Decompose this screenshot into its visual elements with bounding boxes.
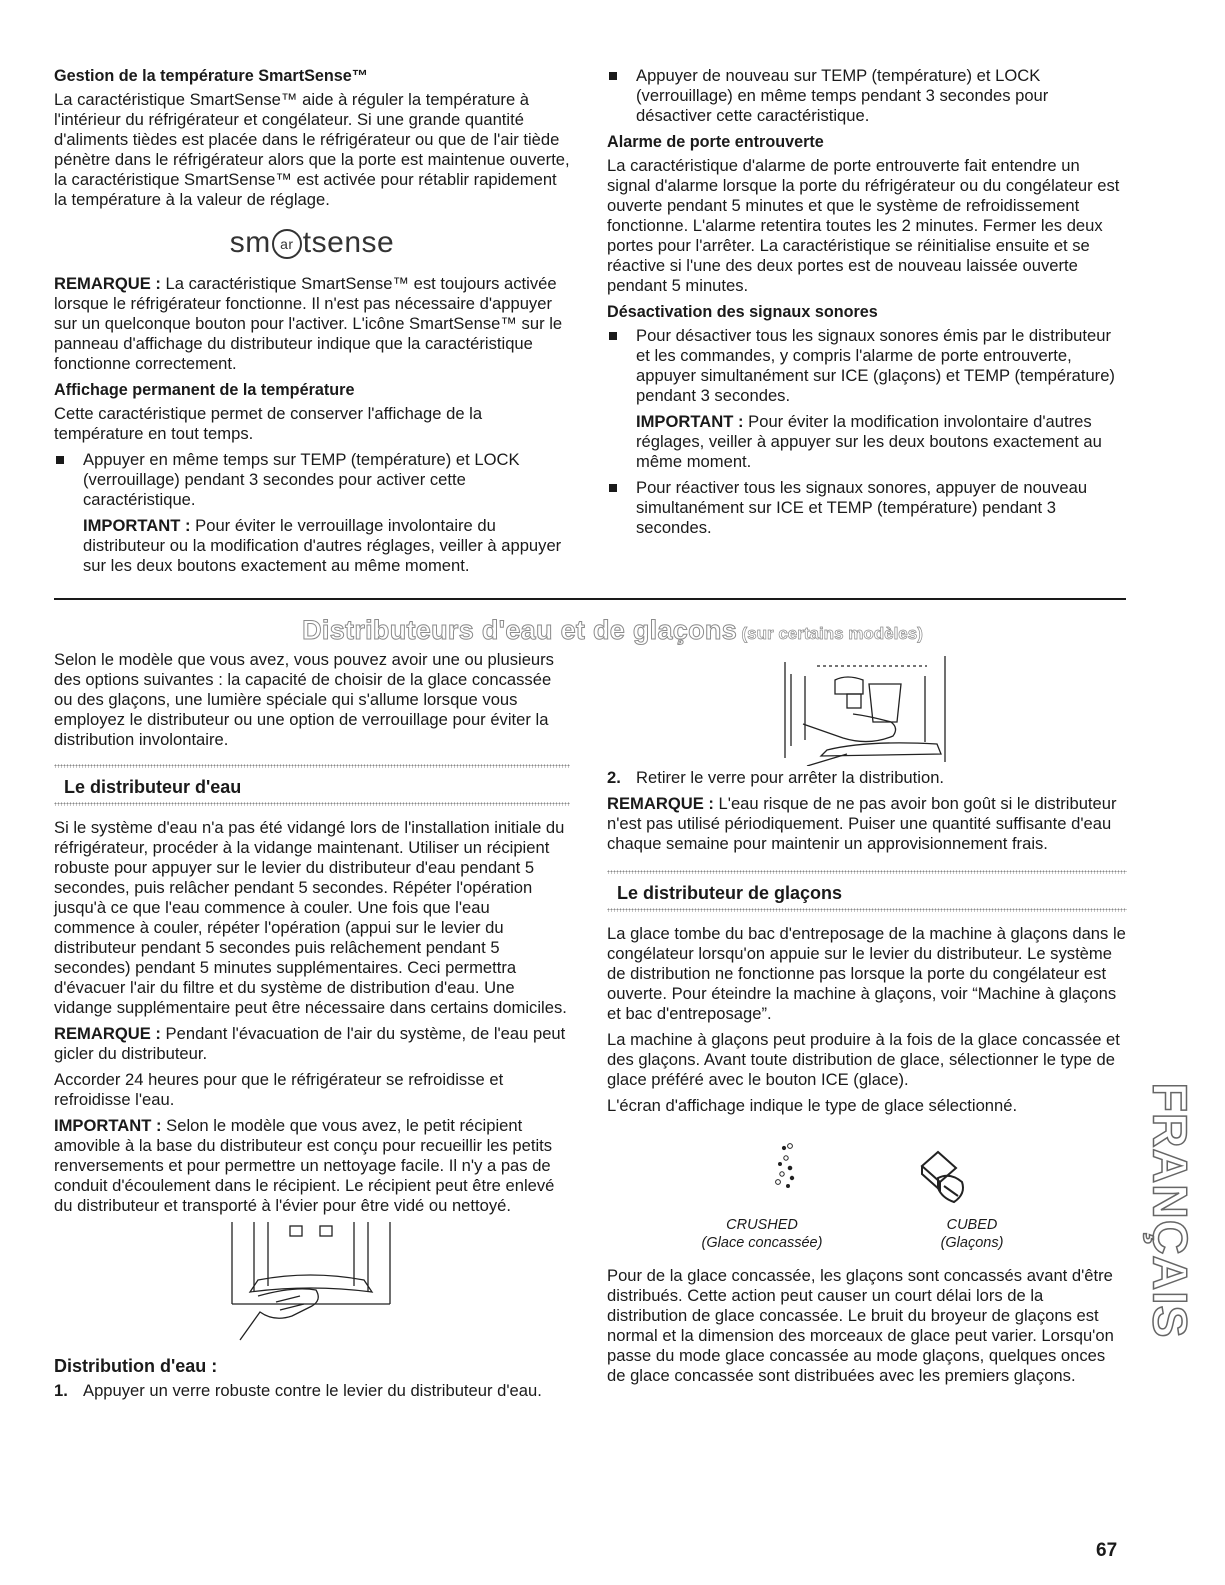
remarque-paragraph	[54, 274, 570, 374]
signaux-bullet-2: Pour réactiver tous les signaux sonores, appuyer de nouveau simultanément sur ICE et TEMP (température) pendant 3 secondes.	[607, 478, 1127, 538]
step-2	[607, 768, 1127, 788]
glacons-text-3: L'écran d'affichage indique le type de glace sélectionné.	[607, 1096, 1018, 1115]
water-dispenser-illustration	[54, 1222, 570, 1352]
glacons-text-2: La machine à glaçons peut produire à la fois de la glace concassée et des glaçons. Avant toute distribution de glace, sélectionner le type de glace préféré avec le bouton ICE (glace).	[607, 1030, 1120, 1089]
smartsense-text: La caractéristique SmartSense™ aide à réguler la température à l'intérieur du réfrigérateur et congélateur. Si une grande quantité d'aliments tièdes est placée dans le réfrigérateur ou que de l'air tiède pénètre dans le réfrigérateur alors que la porte est maintenue ouverte, la caractéristique SmartSense™ est activée pour rétablir rapidement la température à la valeur de réglage.	[54, 90, 570, 209]
crushed-label: CRUSHED	[726, 1217, 798, 1233]
left-bottom-column	[54, 650, 570, 1407]
logo-suffix: tsense	[302, 226, 395, 259]
ice-icons-row	[607, 1138, 1127, 1208]
section-title-main: Distributeurs d'eau et de glaçons	[302, 615, 738, 645]
important-text: Selon le modèle que vous avez, le petit récipient amovible à la base du distributeur est conçu pour recueillir les petits renversements et pour permettre un nettoyage facile. Il n'y a pas de conduit d'écoulement dans le récipient. Le récipient peut être enlevé du distributeur et transporté à l'évier pour être vidé ou nettoyé.	[54, 1116, 555, 1215]
glass-dispensing-illustration	[607, 650, 1127, 766]
ice-captions	[607, 1216, 1127, 1252]
right-top-column	[607, 66, 1127, 544]
affichage-heading: Affichage permanent de la température	[54, 381, 355, 399]
remarque-label: REMARQUE :	[54, 1024, 161, 1043]
logo-prefix: sm	[229, 226, 271, 259]
smartsense-mark-icon: ar	[272, 229, 302, 259]
section-divider	[54, 598, 1126, 600]
crushed-sub: (Glace concassée)	[701, 1235, 823, 1251]
intro-text: Selon le modèle que vous avez, vous pouvez avoir une ou plusieurs des options suivantes : la capacité de choisir de la glace concassée ou des glaçons, une lumière spéciale qui s'allume lorsque vous employez le distributeur ou une option de verrouillage pour éviter la distribution involontaire.	[54, 650, 554, 749]
important-paragraph	[54, 1116, 570, 1216]
cubed-label: CUBED	[946, 1217, 998, 1233]
step-1-text: Appuyer un verre robuste contre le levier du distributeur d'eau.	[83, 1381, 542, 1400]
glacons-text-1: La glace tombe du bac d'entreposage de la machine à glaçons dans le congélateur lorsqu'on appuie sur le levier du distributeur. Le système de distribution ne fonctionne pas lorsque la porte du congélateur est ouverte. Pour éteindre la machine à glaçons, voir “Machine à glaçons et bac d'entreposage”.	[607, 924, 1126, 1023]
cubed-caption	[892, 1216, 1052, 1252]
right-bottom-column	[607, 650, 1127, 1392]
step-2-text: Retirer le verre pour arrêter la distribution.	[636, 768, 945, 787]
left-top-column	[54, 66, 570, 582]
remarque-label: REMARQUE :	[607, 794, 714, 813]
remarque-paragraph	[54, 1024, 570, 1064]
step-1	[54, 1381, 570, 1401]
important-label: IMPORTANT :	[636, 412, 744, 431]
remarque-label: REMARQUE :	[54, 274, 161, 293]
signaux-heading: Désactivation des signaux sonores	[607, 303, 878, 321]
section-title-sub: (sur certains modèles)	[741, 624, 923, 643]
page-number: 67	[1096, 1540, 1118, 1561]
crushed-caption	[682, 1216, 842, 1252]
step-2-number: 2.	[607, 768, 621, 787]
important-paragraph	[54, 516, 570, 576]
remarque-text: Pendant l'évacuation de l'air du système, de l'eau peut gicler du distributeur.	[54, 1024, 566, 1063]
eau-heading: Le distributeur d'eau	[64, 777, 242, 797]
important-text: Pour éviter la modification involontaire d'autres réglages, veiller à appuyer sur les deux boutons exactement au même moment.	[636, 412, 1102, 471]
signaux-bullet-1: Pour désactiver tous les signaux sonores émis par le distributeur et les commandes, y compris l'alarme de porte entrouverte, appuyer simultanément sur ICE (glaçons) et TEMP (température) pendant 3 secondes.	[607, 326, 1127, 406]
glacons-text-4: Pour de la glace concassée, les glaçons sont concassés avant d'être distribués. Cette action peut causer un court délai lors de la distribution de glace concassée. Le bruit du broyeur de glaçons est normal et la dimension des morceaux de glace peut varier. Lorsqu'on passe du mode glace concassée au mode glaçons, quelques onces de glace concassée sont distribuées avec les premiers glaçons.	[607, 1266, 1114, 1385]
remarque-paragraph	[607, 794, 1127, 854]
alarme-text: La caractéristique d'alarme de porte entrouverte fait entendre un signal d'alarme lorsque la porte du réfrigérateur ou du congélateur est ouverte pendant 5 minutes et que le système de refroidissement fonctionne. L'alarme retentira toutes les 2 minutes. Fermer les deux portes pour l'arrêter. La caractéristique se réinitialise ensuite et se réactive si l'une des deux portes est de nouveau laissée ouverte pendant 5 minutes.	[607, 156, 1120, 295]
alarme-heading: Alarme de porte entrouverte	[607, 133, 824, 151]
eau-subhead	[54, 768, 570, 808]
important-text: Pour éviter le verrouillage involontaire du distributeur ou la modification d'autres réglages, veiller à appuyer sur les deux boutons exactement au même moment.	[83, 516, 562, 575]
affichage-bullet: Appuyer en même temps sur TEMP (température) et LOCK (verrouillage) pendant 3 secondes pour activer cette caractéristique.	[54, 450, 570, 510]
glacons-subhead	[607, 874, 1127, 914]
affichage-text: Cette caractéristique permet de conserver l'affichage de la température en tout temps.	[54, 404, 483, 443]
desactiver-bullet: Appuyer de nouveau sur TEMP (température) et LOCK (verrouillage) en même temps pendant 3 secondes pour désactiver cette caractéristique.	[607, 66, 1127, 126]
remarque-text: La caractéristique SmartSense™ est toujours activée lorsque le réfrigérateur fonctionne. Il n'est pas nécessaire d'appuyer sur un quelconque bouton pour l'activer. L'icône SmartSense™ sur le panneau d'affichage du distributeur indique que la caractéristique fonctionne correctement.	[54, 274, 563, 373]
glacons-heading: Le distributeur de glaçons	[617, 883, 843, 903]
important-paragraph	[607, 412, 1127, 472]
eau-text: Si le système d'eau n'a pas été vidangé lors de l'installation initiale du réfrigérateur, procéder à la vidange maintenant. Utiliser un récipient robuste pour appuyer sur le levier du distributeur d'eau pendant 5 secondes, puis relâcher pendant 5 secondes. Répéter l'opération jusqu'à ce que l'eau commence à couler. Une fois que l'eau commence à couler, répéter l'opération (appui sur le levier du distributeur pendant 5 secondes puis relâchement pendant 5 secondes) pendant 5 minutes supplémentaires. Ceci permettra d'évacuer l'air du filtre et du système de distribution d'eau. Une vidange supplémentaire peut être nécessaire dans certains domiciles.	[54, 818, 567, 1017]
important-label: IMPORTANT :	[54, 1116, 162, 1135]
language-side-tab-label: FRANÇAIS	[1142, 1082, 1196, 1338]
language-side-tab	[1142, 1080, 1196, 1340]
accorder-text: Accorder 24 heures pour que le réfrigérateur se refroidisse et refroidisse l'eau.	[54, 1070, 504, 1109]
remarque-text: L'eau risque de ne pas avoir bon goût si le distributeur n'est pas utilisé périodiquement. Puiser une quantité suffisante d'eau chaque semaine pour maintenir un approvisionnement frais.	[607, 794, 1117, 853]
distribution-heading: Distribution d'eau :	[54, 1356, 218, 1376]
smartsense-heading: Gestion de la température SmartSense™	[54, 67, 368, 85]
important-label: IMPORTANT :	[83, 516, 191, 535]
cubed-sub: (Glaçons)	[940, 1235, 1004, 1251]
cubed-ice-icon	[912, 1138, 972, 1208]
smartsense-logo	[54, 226, 570, 260]
step-1-number: 1.	[54, 1381, 68, 1400]
section-title	[0, 615, 1225, 646]
crushed-ice-icon	[762, 1138, 822, 1208]
